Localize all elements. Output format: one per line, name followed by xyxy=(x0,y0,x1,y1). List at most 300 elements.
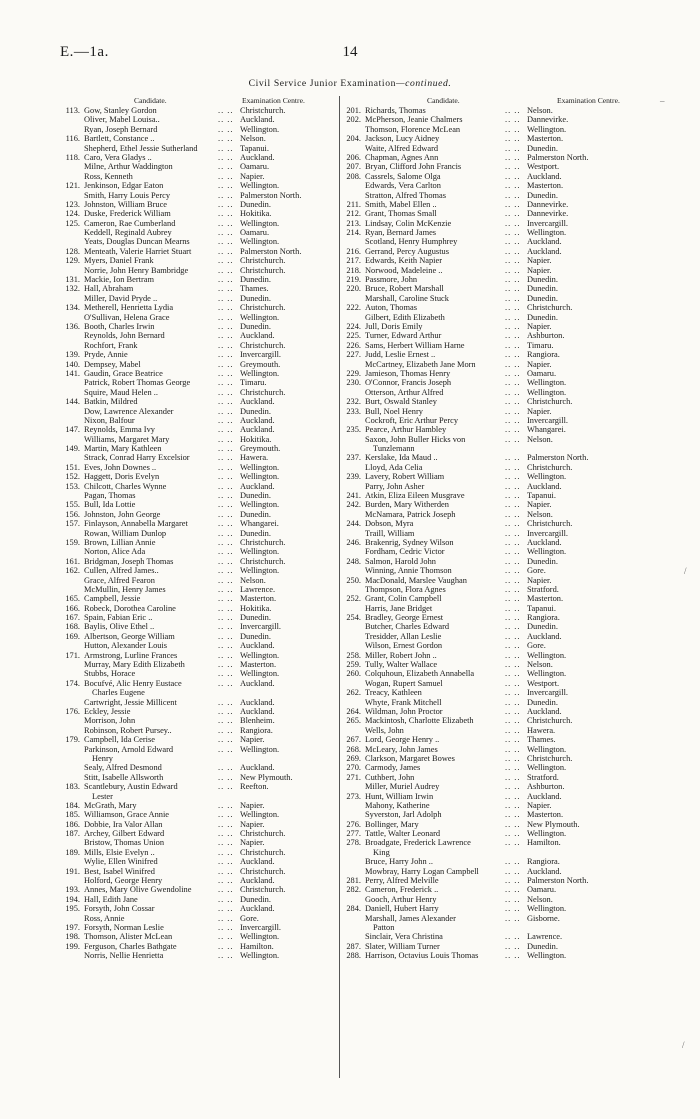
candidate-number: 208. xyxy=(346,171,361,181)
candidate-number: 191. xyxy=(65,866,80,876)
candidate-number: 136. xyxy=(65,321,80,331)
table-row xyxy=(62,557,336,566)
leader-dots: .. .. xyxy=(218,415,234,425)
candidate-name: Mills, Elsie Evelyn .. xyxy=(84,847,155,857)
examination-centre: Hokitika. xyxy=(240,209,272,219)
leader-dots: .. .. xyxy=(505,256,521,266)
table-row xyxy=(343,425,655,434)
table-row xyxy=(343,754,655,763)
candidate-name: Daniell, Hubert Harry xyxy=(365,904,439,914)
examination-centre: Invercargill. xyxy=(527,528,569,538)
candidate-number: 282. xyxy=(346,885,361,895)
examination-centre: Wellington. xyxy=(240,669,280,679)
examination-centre: Auckland. xyxy=(240,904,275,914)
candidate-name: Bruce, Robert Marshall xyxy=(365,284,444,294)
examination-centre: Wellington. xyxy=(527,744,567,754)
table-row xyxy=(343,763,655,772)
table-row xyxy=(343,172,655,181)
examination-centre: Dunedin. xyxy=(527,284,558,294)
table-row xyxy=(62,200,336,209)
examination-centre: Oamaru. xyxy=(527,368,557,378)
table-row xyxy=(343,369,655,378)
leader-dots: .. .. xyxy=(218,115,234,125)
table-row xyxy=(62,604,336,613)
candidate-name: Myers, Daniel Frank xyxy=(84,256,154,266)
examination-centre: Napier. xyxy=(527,256,552,266)
leader-dots: .. .. xyxy=(218,209,234,219)
examination-centre: Invercargill. xyxy=(240,922,282,932)
candidate-name: Jamieson, Thomas Henry xyxy=(365,368,451,378)
candidate-name: Shepherd, Ethel Jessie Sutherland xyxy=(84,143,198,153)
table-row xyxy=(343,848,655,857)
candidate-name: Atkin, Eliza Eileen Musgrave xyxy=(365,491,465,501)
candidate-name: Miller, Muriel Audrey xyxy=(365,782,440,792)
leader-dots: .. .. xyxy=(218,725,234,735)
margin-mark: / xyxy=(684,566,687,576)
leader-dots: .. .. xyxy=(218,941,234,951)
candidate-name: Ferguson, Charles Bathgate xyxy=(84,941,177,951)
candidate-number: 218. xyxy=(346,265,361,275)
examination-centre: Invercargill. xyxy=(240,350,282,360)
table-row xyxy=(62,378,336,387)
examination-centre: Christchurch. xyxy=(240,387,286,397)
examination-centre: Masterton. xyxy=(527,594,564,604)
leader-dots: .. .. xyxy=(218,857,234,867)
leader-dots: .. .. xyxy=(505,838,521,848)
candidate-name: Cullen, Alfred James.. xyxy=(84,566,159,576)
table-row xyxy=(343,144,655,153)
centre-header: Examination Centre. xyxy=(557,96,620,105)
candidate-name: Bristow, Thomas Union xyxy=(84,838,165,848)
table-row xyxy=(62,726,336,735)
candidate-number: 224. xyxy=(346,321,361,331)
table-row xyxy=(62,594,336,603)
candidate-name: Squire, Maud Helen .. xyxy=(84,387,158,397)
table-row xyxy=(343,651,655,660)
candidate-name: Miller, Robert John .. xyxy=(365,650,437,660)
examination-centre: Nelson. xyxy=(527,894,553,904)
leader-dots: .. .. xyxy=(218,340,234,350)
examination-centre: Rangiora. xyxy=(527,857,560,867)
title-continued: —continued. xyxy=(396,78,452,89)
table-row xyxy=(343,641,655,650)
table-row xyxy=(62,857,336,866)
examination-centre: Tapanui. xyxy=(527,603,556,613)
leader-dots: .. .. xyxy=(505,631,521,641)
candidate-number: 281. xyxy=(346,876,361,886)
examination-centre: Wellington. xyxy=(527,829,567,839)
candidate-name: Grant, Thomas Small xyxy=(365,209,437,219)
leader-dots: .. .. xyxy=(218,462,234,472)
candidate-name: Sinclair, Vera Christina xyxy=(365,932,443,942)
leader-dots: .. .. xyxy=(505,660,521,670)
table-row xyxy=(343,284,655,293)
table-row xyxy=(343,519,655,528)
leader-dots: .. .. xyxy=(505,472,521,482)
candidate-name: Kerslake, Ida Maud .. xyxy=(365,453,438,463)
leader-dots: .. .. xyxy=(505,303,521,313)
candidate-name: Ross, Annie xyxy=(84,913,125,923)
candidate-number: 113. xyxy=(65,106,80,115)
examination-centre: Christchurch. xyxy=(240,847,286,857)
examination-centre: Wellington. xyxy=(527,228,567,238)
candidate-number: 187. xyxy=(65,829,80,839)
examination-centre: Nelson. xyxy=(527,509,553,519)
examination-centre: Dunedin. xyxy=(527,622,558,632)
candidate-number: 140. xyxy=(65,359,80,369)
table-row xyxy=(62,425,336,434)
leader-dots: .. .. xyxy=(505,481,521,491)
examination-centre: Wellington. xyxy=(240,566,280,576)
candidate-name: Broadgate, Frederick Lawrence xyxy=(365,838,471,848)
leader-dots: .. .. xyxy=(218,885,234,895)
leader-dots: .. .. xyxy=(505,312,521,322)
examination-centre: Westport. xyxy=(527,162,560,172)
leader-dots: .. .. xyxy=(505,462,521,472)
candidate-number: 252. xyxy=(346,594,361,604)
examination-centre: Auckland. xyxy=(527,481,562,491)
candidate-name: Treacy, Kathleen xyxy=(365,688,422,698)
candidate-name: Williamson, Grace Annie xyxy=(84,810,170,820)
leader-dots: .. .. xyxy=(505,857,521,867)
examination-centre: Dunedin. xyxy=(240,613,271,623)
candidate-name: Bocufvé, Alic Henry Eustace xyxy=(84,678,182,688)
candidate-name: Pagan, Thomas xyxy=(84,491,136,501)
table-row xyxy=(343,679,655,688)
examination-centre: Blenheim. xyxy=(240,716,275,726)
left-candidate-list xyxy=(62,106,336,961)
leader-dots: .. .. xyxy=(218,293,234,303)
leader-dots: .. .. xyxy=(218,838,234,848)
candidate-name: Reynolds, Emma Ivy xyxy=(84,425,155,435)
candidate-name: Whyte, Frank Mitchell xyxy=(365,697,442,707)
leader-dots: .. .. xyxy=(505,678,521,688)
table-row xyxy=(343,557,655,566)
leader-dots: .. .. xyxy=(505,904,521,914)
title-main: Civil Service Junior Examination xyxy=(248,78,396,89)
table-row xyxy=(62,566,336,575)
candidate-name: Oliver, Mabel Louisa.. xyxy=(84,115,160,125)
examination-centre: Nelson. xyxy=(527,434,553,444)
examination-centre: Wellington. xyxy=(240,462,280,472)
document-code: E.—1a. xyxy=(60,44,109,60)
candidate-number: 248. xyxy=(346,556,361,566)
candidate-name: Hall, Edith Jane xyxy=(84,894,138,904)
examination-centre: Rangiora. xyxy=(527,350,560,360)
examination-centre: Hamilton. xyxy=(240,941,274,951)
candidate-name: Mackintosh, Charlotte Elizabeth xyxy=(365,716,474,726)
candidate-number: 162. xyxy=(65,566,80,576)
table-row xyxy=(62,838,336,847)
leader-dots: .. .. xyxy=(218,537,234,547)
table-row xyxy=(62,350,336,359)
leader-dots: .. .. xyxy=(505,237,521,247)
table-row xyxy=(343,895,655,904)
candidate-name: Holford, George Henry xyxy=(84,876,163,886)
candidate-name: Norton, Alice Ada xyxy=(84,547,146,557)
examination-centre: Hokitika. xyxy=(240,434,272,444)
leader-dots: .. .. xyxy=(505,819,521,829)
table-row xyxy=(343,885,655,894)
table-row xyxy=(343,331,655,340)
candidate-number: 156. xyxy=(65,509,80,519)
table-row xyxy=(62,237,336,246)
candidate-name: Armstrong, Lurline Frances xyxy=(84,650,178,660)
table-row xyxy=(343,275,655,284)
candidate-number: 229. xyxy=(346,368,361,378)
leader-dots: .. .. xyxy=(218,641,234,651)
candidate-number: 131. xyxy=(65,275,80,285)
candidate-number: 211. xyxy=(346,199,361,209)
examination-centre: Masterton. xyxy=(240,594,277,604)
examination-centre: Gore. xyxy=(240,913,259,923)
candidate-name: Norrie, John Henry Bambridge xyxy=(84,265,189,275)
candidate-name: Gooch, Arthur Henry xyxy=(365,894,437,904)
candidate-name: Wells, John xyxy=(365,725,404,735)
table-row xyxy=(343,566,655,575)
leader-dots: .. .. xyxy=(218,228,234,238)
examination-centre: Nelson. xyxy=(240,575,266,585)
candidate-number: 260. xyxy=(346,669,361,679)
candidate-name: Fordham, Cedric Victor xyxy=(365,547,445,557)
table-row xyxy=(343,604,655,613)
candidate-number: 139. xyxy=(65,350,80,360)
candidate-name: Scantlebury, Austin Edward xyxy=(84,782,178,792)
candidate-name: Robinson, Robert Pursey.. xyxy=(84,725,172,735)
candidate-number: 179. xyxy=(65,735,80,745)
table-row xyxy=(343,613,655,622)
leader-dots: .. .. xyxy=(218,284,234,294)
examination-centre: Dunedin. xyxy=(240,894,271,904)
leader-dots: .. .. xyxy=(505,566,521,576)
candidate-name: Archey, Gilbert Edward xyxy=(84,829,165,839)
leader-dots: .. .. xyxy=(218,491,234,501)
candidate-name: Sealy, Alfred Desmond xyxy=(84,763,162,773)
candidate-number: 147. xyxy=(65,425,80,435)
examination-centre: Christchurch. xyxy=(527,716,573,726)
leader-dots: .. .. xyxy=(505,134,521,144)
table-row xyxy=(62,810,336,819)
table-row xyxy=(62,313,336,322)
candidate-number: 239. xyxy=(346,472,361,482)
candidate-name: Booth, Charles Irwin xyxy=(84,321,155,331)
candidate-name: Hutton, Alexander Louis xyxy=(84,641,168,651)
candidate-name: Marshall, James Alexander xyxy=(365,913,456,923)
candidate-name: Eckley, Jessie xyxy=(84,707,131,716)
table-row xyxy=(343,594,655,603)
table-row xyxy=(62,707,336,716)
table-row xyxy=(343,200,655,209)
leader-dots: .. .. xyxy=(218,866,234,876)
table-row xyxy=(343,951,655,960)
leader-dots: .. .. xyxy=(218,425,234,435)
candidate-name: Bollinger, Mary xyxy=(365,819,419,829)
table-row xyxy=(343,782,655,791)
examination-centre: Christchurch. xyxy=(240,885,286,895)
candidate-name: Gaudin, Grace Beatrice xyxy=(84,368,163,378)
table-row xyxy=(62,519,336,528)
candidate-name: Morrison, John xyxy=(84,716,136,726)
leader-dots: .. .. xyxy=(505,162,521,172)
leader-dots: .. .. xyxy=(505,613,521,623)
candidate-name: Waite, Alfred Edward xyxy=(365,143,439,153)
examination-centre: Palmerston North. xyxy=(240,190,302,200)
table-row xyxy=(343,538,655,547)
examination-centre: Gisborne. xyxy=(527,913,560,923)
candidate-number: 202. xyxy=(346,115,361,125)
leader-dots: .. .. xyxy=(505,669,521,679)
leader-dots: .. .. xyxy=(218,453,234,463)
table-row xyxy=(62,547,336,556)
leader-dots: .. .. xyxy=(218,782,234,792)
table-row xyxy=(62,275,336,284)
table-row xyxy=(343,876,655,885)
examination-centre: Dunedin. xyxy=(240,293,271,303)
examination-centre: Dunedin. xyxy=(527,556,558,566)
examination-centre: Christchurch. xyxy=(527,303,573,313)
candidate-name: Carmody, James xyxy=(365,763,421,773)
examination-centre: Dunedin. xyxy=(527,143,558,153)
leader-dots: .. .. xyxy=(505,350,521,360)
leader-dots: .. .. xyxy=(218,810,234,820)
candidate-name: Johnston, William Bruce xyxy=(84,199,168,209)
examination-centre: Auckland. xyxy=(240,397,275,407)
examination-centre: Dunedin. xyxy=(527,190,558,200)
table-row xyxy=(62,472,336,481)
examination-centre: Hawera. xyxy=(527,725,556,735)
table-row xyxy=(62,641,336,650)
candidate-name: Mahony, Katherine xyxy=(365,800,430,810)
examination-centre: Invercargill. xyxy=(527,688,569,698)
leader-dots: .. .. xyxy=(218,594,234,604)
candidate-number: 207. xyxy=(346,162,361,172)
examination-centre: Westport. xyxy=(527,678,560,688)
table-row xyxy=(62,181,336,190)
leader-dots: .. .. xyxy=(505,603,521,613)
examination-centre: Ashburton. xyxy=(527,782,565,792)
candidate-name: Jenkinson, Edgar Eaton xyxy=(84,181,164,191)
table-row xyxy=(343,500,655,509)
candidate-number: 201. xyxy=(346,106,361,115)
leader-dots: .. .. xyxy=(218,152,234,162)
leader-dots: .. .. xyxy=(218,735,234,745)
leader-dots: .. .. xyxy=(505,124,521,134)
table-row xyxy=(343,115,655,124)
candidate-number: 235. xyxy=(346,425,361,435)
candidate-name: Patton xyxy=(373,922,395,932)
table-row xyxy=(343,688,655,697)
candidate-number: 270. xyxy=(346,763,361,773)
examination-centre: Dunedin. xyxy=(240,631,271,641)
leader-dots: .. .. xyxy=(505,763,521,773)
table-row xyxy=(62,885,336,894)
examination-centre: Hamilton. xyxy=(527,838,561,848)
candidate-name: Menteath, Valerie Harriet Stuart xyxy=(84,246,192,256)
examination-centre: Lawrence. xyxy=(240,584,276,594)
left-column-header xyxy=(62,96,336,106)
leader-dots: .. .. xyxy=(505,340,521,350)
candidate-number: 165. xyxy=(65,594,80,604)
candidate-number: 151. xyxy=(65,462,80,472)
candidate-name: Albertson, George William xyxy=(84,631,175,641)
examination-centre: Dunedin. xyxy=(240,509,271,519)
candidate-name: Strack, Conrad Harry Excelsior xyxy=(84,453,190,463)
candidate-number: 116. xyxy=(65,134,80,144)
leader-dots: .. .. xyxy=(505,106,521,115)
candidate-name: Bartlett, Constance .. xyxy=(84,134,155,144)
candidate-name: Bradley, George Ernest xyxy=(365,613,444,623)
candidate-name: Bryan, Clifford John Francis xyxy=(365,162,462,172)
page-number: 14 xyxy=(342,44,358,60)
leader-dots: .. .. xyxy=(505,537,521,547)
candidate-name: McLeary, John James xyxy=(365,744,438,754)
leader-dots: .. .. xyxy=(218,575,234,585)
candidate-number: 230. xyxy=(346,378,361,388)
table-row xyxy=(343,472,655,481)
leader-dots: .. .. xyxy=(218,716,234,726)
leader-dots: .. .. xyxy=(218,237,234,247)
examination-centre: Auckland. xyxy=(240,331,275,341)
table-row xyxy=(343,491,655,500)
table-row xyxy=(343,669,655,678)
table-row xyxy=(62,360,336,369)
examination-centre: Auckland. xyxy=(240,425,275,435)
candidate-name: Milne, Arthur Waddington xyxy=(84,162,173,172)
table-row xyxy=(343,219,655,228)
leader-dots: .. .. xyxy=(505,275,521,285)
candidate-number: 225. xyxy=(346,331,361,341)
table-row xyxy=(62,115,336,124)
leader-dots: .. .. xyxy=(218,584,234,594)
table-row xyxy=(343,923,655,932)
leader-dots: .. .. xyxy=(218,218,234,228)
candidate-number: 186. xyxy=(65,819,80,829)
table-row xyxy=(343,416,655,425)
table-row xyxy=(343,547,655,556)
examination-centre: Dannevirke. xyxy=(527,209,569,219)
table-row xyxy=(343,773,655,782)
table-row xyxy=(343,407,655,416)
leader-dots: .. .. xyxy=(505,594,521,604)
examination-centre: Dunedin. xyxy=(527,293,558,303)
table-row xyxy=(343,632,655,641)
table-row xyxy=(343,453,655,462)
candidate-number: 244. xyxy=(346,519,361,529)
examination-centre: Christchurch. xyxy=(240,256,286,266)
table-row xyxy=(62,209,336,218)
candidate-name: Pryde, Annie xyxy=(84,350,128,360)
table-row xyxy=(62,482,336,491)
candidate-number: 189. xyxy=(65,847,80,857)
candidate-name: Edwards, Keith Napier xyxy=(365,256,442,266)
examination-centre: Auckland. xyxy=(527,866,562,876)
leader-dots: .. .. xyxy=(218,190,234,200)
leader-dots: .. .. xyxy=(505,434,521,444)
table-row xyxy=(62,914,336,923)
candidate-name: Murray, Mary Edith Elizabeth xyxy=(84,660,185,670)
candidate-number: 262. xyxy=(346,688,361,698)
candidate-number: 269. xyxy=(346,753,361,763)
examination-centre: Stratford. xyxy=(527,772,559,782)
leader-dots: .. .. xyxy=(505,143,521,153)
table-row xyxy=(343,716,655,725)
candidate-name: Parry, John Asher xyxy=(365,481,425,491)
table-row xyxy=(62,191,336,200)
candidate-name: Mowbray, Harry Logan Campbell xyxy=(365,866,479,876)
leader-dots: .. .. xyxy=(218,829,234,839)
candidate-number: 121. xyxy=(65,181,80,191)
examination-centre: Wellington. xyxy=(240,237,280,247)
